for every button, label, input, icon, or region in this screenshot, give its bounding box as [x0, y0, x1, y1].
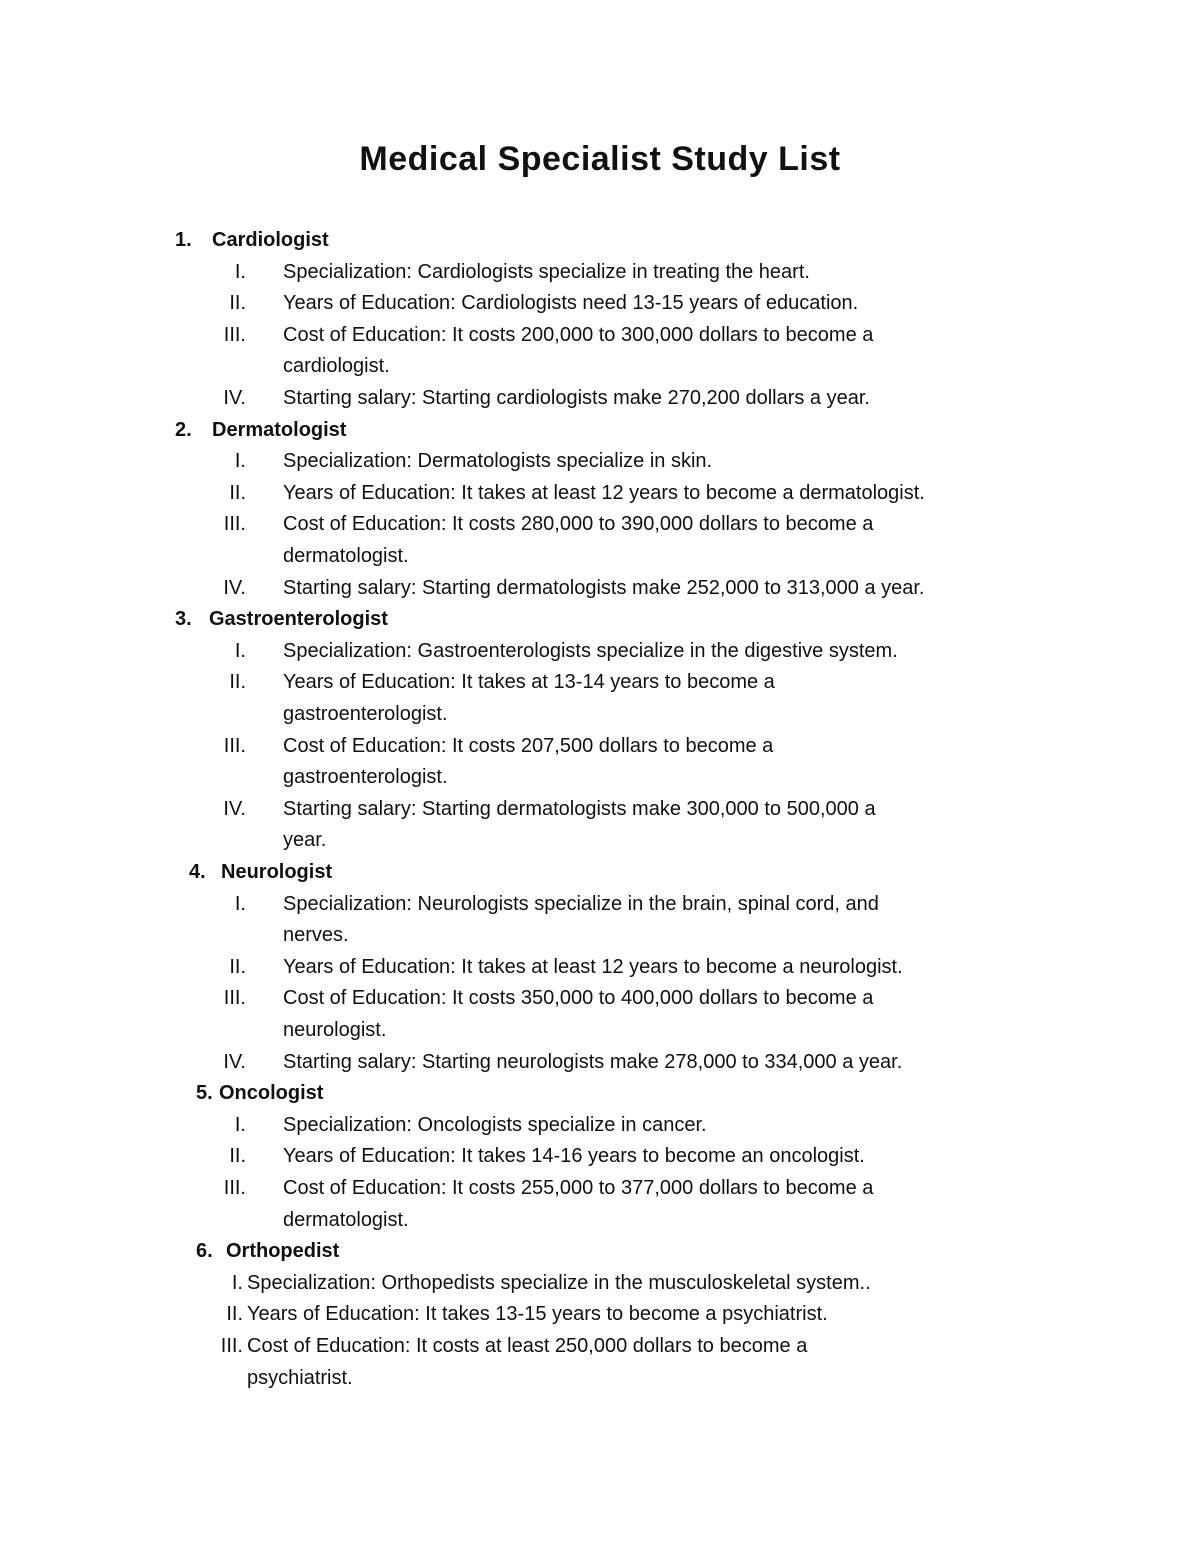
roman-numeral: III.	[223, 323, 246, 346]
item-text: Specialization: Gastroenterologists specialize in the digestive system.	[283, 639, 898, 662]
item-text: Years of Education: It takes 13-15 years to become a psychiatrist.	[247, 1303, 828, 1326]
section-number: 5.	[196, 1082, 213, 1105]
item-text: cardiologist.	[283, 355, 390, 378]
item-text: Cost of Education: It costs 255,000 to 377,000 dollars to become a	[283, 1177, 874, 1199]
item-text: Years of Education: It takes at least 12 years to become a neurologist.	[283, 955, 903, 978]
roman-numeral: I.	[234, 1113, 246, 1136]
section-heading: Cardiologist	[212, 229, 329, 251]
roman-numeral: I.	[234, 260, 246, 283]
item-text: Cost of Education: It costs 200,000 to 300,000 dollars to become a	[283, 323, 874, 346]
item-text: Starting salary: Starting dermatologists make 300,000 to 500,000 a	[283, 797, 876, 820]
item-text: year.	[283, 829, 327, 852]
roman-numeral: IV.	[223, 1050, 246, 1073]
section-heading: Dermatologist	[212, 418, 347, 441]
roman-numeral: I.	[234, 892, 246, 915]
roman-numeral: II.	[229, 1145, 246, 1168]
roman-numeral: II.	[229, 292, 246, 315]
item-text: Starting salary: Starting neurologists make 278,000 to 334,000 a year.	[283, 1050, 903, 1073]
roman-numeral: III.	[223, 987, 246, 1010]
page-title: Medical Specialist Study List	[359, 140, 841, 178]
roman-numeral: IV.	[223, 387, 246, 409]
roman-numeral: I.	[231, 1271, 243, 1294]
roman-numeral: I.	[234, 639, 246, 662]
item-text: Specialization: Neurologists specialize in the brain, spinal cord, and	[283, 892, 879, 915]
item-text: Specialization: Orthopedists specialize in the musculoskeletal system..	[247, 1271, 871, 1294]
section-number: 6.	[196, 1240, 213, 1263]
roman-numeral: III.	[223, 734, 246, 757]
item-text: Cost of Education: It costs 350,000 to 400,000 dollars to become a	[283, 987, 874, 1010]
roman-numeral: I.	[234, 450, 246, 473]
roman-numeral: III.	[223, 1177, 246, 1199]
item-text: Years of Education: It takes at least 12 years to become a dermatologist.	[283, 481, 925, 504]
roman-numeral: III.	[220, 1335, 243, 1357]
section-number: 2.	[175, 418, 192, 441]
item-text: Specialization: Cardiologists specialize in treating the heart.	[283, 260, 810, 283]
item-text: Cost of Education: It costs 280,000 to 390,000 dollars to become a	[283, 513, 874, 536]
roman-numeral: II.	[229, 955, 246, 978]
item-text: psychiatrist.	[247, 1366, 353, 1389]
section-heading: Orthopedist	[226, 1240, 340, 1263]
item-text: Starting salary: Starting dermatologists make 252,000 to 313,000 a year.	[283, 576, 925, 599]
item-text: Years of Education: It takes at 13-14 years to become a	[283, 671, 775, 694]
item-text: Starting salary: Starting cardiologists make 270,200 dollars a year.	[283, 387, 870, 409]
item-text: dermatologist.	[283, 1208, 409, 1231]
item-text: Cost of Education: It costs 207,500 dollars to become a	[283, 734, 774, 757]
section-heading: Gastroenterologist	[209, 608, 388, 631]
item-text: Years of Education: It takes 14-16 years to become an oncologist.	[283, 1145, 865, 1168]
item-text: neurologist.	[283, 1019, 387, 1041]
roman-numeral: II.	[229, 481, 246, 504]
section-number: 4.	[189, 861, 206, 883]
roman-numeral: II.	[229, 671, 246, 694]
section-heading: Oncologist	[219, 1082, 324, 1105]
roman-numeral: IV.	[223, 797, 246, 820]
section-number: 1.	[175, 229, 192, 251]
roman-numeral: II.	[226, 1303, 243, 1326]
item-text: Specialization: Oncologists specialize in cancer.	[283, 1113, 707, 1136]
roman-numeral: III.	[223, 513, 246, 536]
roman-numeral: IV.	[223, 576, 246, 599]
item-text: gastroenterologist.	[283, 703, 448, 725]
section-heading: Neurologist	[221, 861, 333, 883]
item-text: Cost of Education: It costs at least 250,000 dollars to become a	[247, 1335, 808, 1357]
item-text: dermatologist.	[283, 545, 409, 567]
section-number: 3.	[175, 608, 192, 631]
item-text: gastroenterologist.	[283, 766, 448, 789]
item-text: nerves.	[283, 924, 349, 947]
item-text: Years of Education: Cardiologists need 13-15 years of education.	[283, 292, 859, 315]
item-text: Specialization: Dermatologists specialize in skin.	[283, 450, 713, 473]
